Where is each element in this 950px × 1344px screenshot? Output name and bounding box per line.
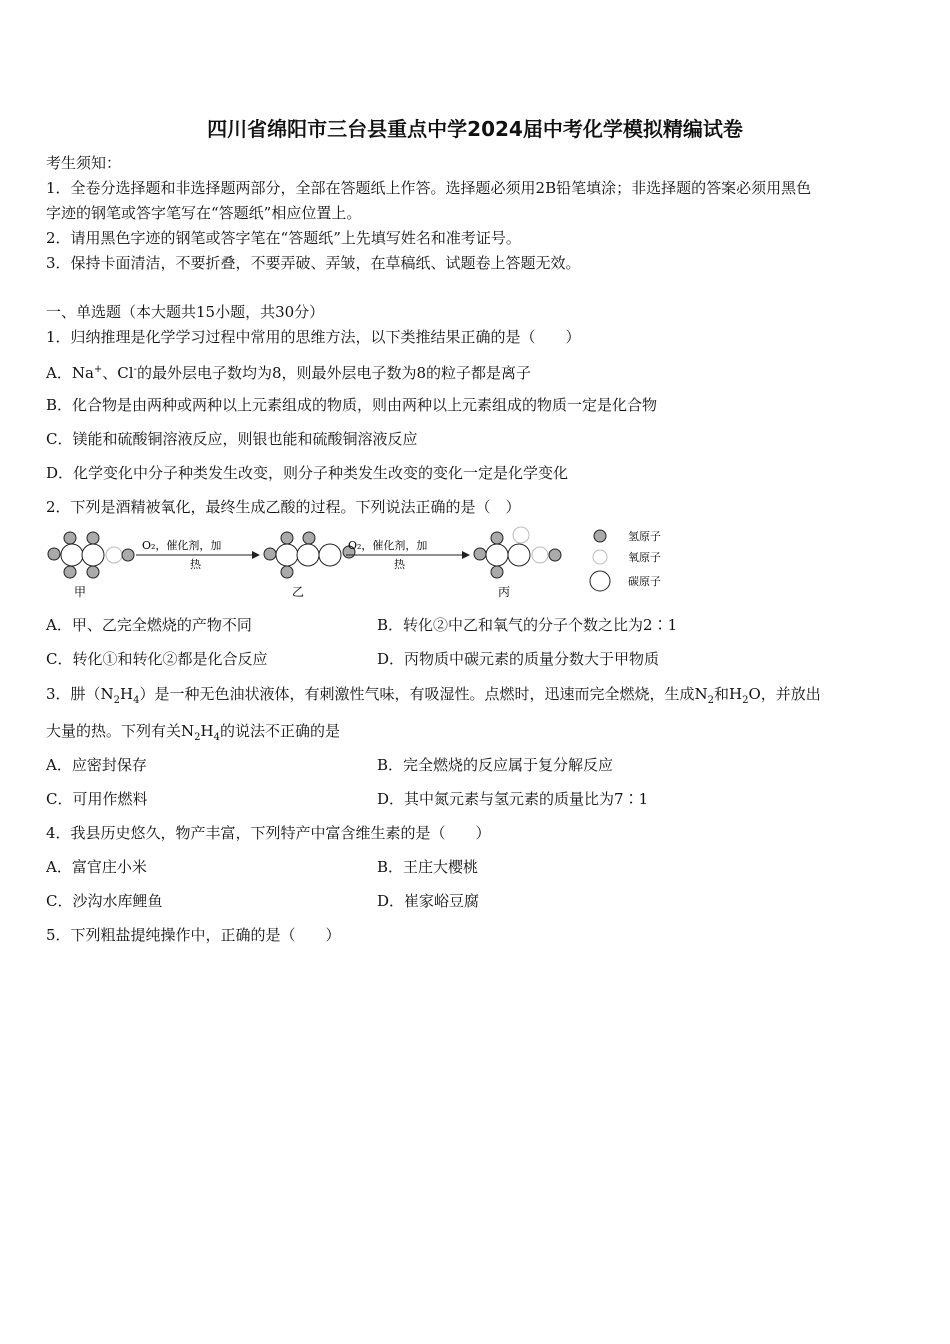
arrow-1-label-b: 热 (190, 558, 201, 571)
legend-hydrogen: 氢原子 (628, 530, 661, 543)
notice-item-1: 1．全卷分选择题和非选择题两部分，全部在答题纸上作答。选择题必须用2B铅笔填涂；非选择题的答案必须用黑色 (46, 179, 812, 197)
q2-option-a: A．甲、乙完全燃烧的产物不同 (46, 616, 252, 634)
q1-option-c: C．镁能和硫酸铜溶液反应，则银也能和硫酸铜溶液反应 (46, 430, 418, 448)
q1-option-a: A．Na+、Cl-的最外层电子数均为8，则最外层电子数为8的粒子都是离子 (46, 364, 532, 382)
notice-item-2: 2．请用黑色字迹的钢笔或答字笔在“答题纸”上先填写姓名和准考证号。 (46, 229, 521, 247)
legend-carbon: 碳原子 (628, 575, 661, 588)
legend-oxygen: 氧原子 (628, 551, 661, 564)
q5-stem: 5．下列粗盐提纯操作中，正确的是（ ） (46, 926, 341, 944)
q1-option-b: B．化合物是由两种或两种以上元素组成的物质，则由两种以上元素组成的物质一定是化合物 (46, 396, 658, 414)
molecule-bing (474, 527, 561, 578)
q2-option-b: B．转化②中乙和氧气的分子个数之比为2∶1 (377, 616, 678, 634)
q4-option-b: B．王庄大樱桃 (377, 858, 479, 876)
notice-heading: 考生须知： (46, 154, 122, 172)
q4-option-a: A．富官庄小米 (46, 858, 147, 876)
q3-option-c: C．可用作燃料 (46, 790, 148, 808)
arrow-2-label: O₂，催化剂，加 (348, 539, 428, 552)
q2-stem: 2．下列是酒精被氧化，最终生成乙酸的过程。下列说法正确的是（ ） (46, 498, 521, 516)
molecule-jia-label: 甲 (74, 585, 87, 599)
q2-option-d: D．丙物质中碳元素的质量分数大于甲物质 (377, 650, 660, 668)
molecule-jia (48, 532, 134, 578)
arrow-2-label-b: 热 (394, 558, 405, 571)
q4-stem: 4．我县历史悠久，物产丰富，下列特产中富含维生素的是（ ） (46, 824, 491, 842)
q3-option-b: B．完全燃烧的反应属于复分解反应 (377, 756, 614, 774)
q2-molecule-diagram (40, 522, 700, 604)
q3-stem-line2: 大量的热。下列有关$N_2H_4$的说法不正确的是 (46, 722, 340, 743)
q1-option-d: D．化学变化中分子种类发生改变，则分子种类发生改变的变化一定是化学变化 (46, 464, 569, 482)
q3-stem: 3．肼$(N_2H_4)$是一种无色油状液体，有刺激性气味，有吸湿性。点燃时，迅速而完全燃烧，生成$N_2$和$H_2O$，并放出 (46, 685, 821, 706)
section-heading: 一、单选题（本大题共15小题，共30分） (46, 303, 325, 321)
molecule-bing-label: 丙 (498, 585, 511, 599)
q1-stem: 1．归纳推理是化学学习过程中常用的思维方法，以下类推结果正确的是（ ） (46, 328, 581, 346)
q4-option-c: C．沙沟水库鲤鱼 (46, 892, 163, 910)
arrow-1-label: O₂，催化剂，加 (142, 539, 222, 552)
q3-option-d: D．其中氮元素与氢元素的质量比为7∶1 (377, 790, 649, 808)
notice-item-3: 3．保持卡面清洁，不要折叠，不要弄破、弄皱，在草稿纸、试题卷上答题无效。 (46, 254, 581, 272)
molecule-yi (264, 532, 355, 578)
molecule-yi-label: 乙 (292, 585, 305, 599)
notice-item-1-cont: 字迹的钢笔或答字笔写在“答题纸”相应位置上。 (46, 204, 362, 222)
q2-option-c: C．转化①和转化②都是化合反应 (46, 650, 268, 668)
legend (590, 530, 610, 591)
q4-option-d: D．崔家峪豆腐 (377, 892, 480, 910)
q3-option-a: A．应密封保存 (46, 756, 147, 774)
page-title: 四川省绵阳市三台县重点中学2024届中考化学模拟精编试卷 (207, 117, 743, 141)
